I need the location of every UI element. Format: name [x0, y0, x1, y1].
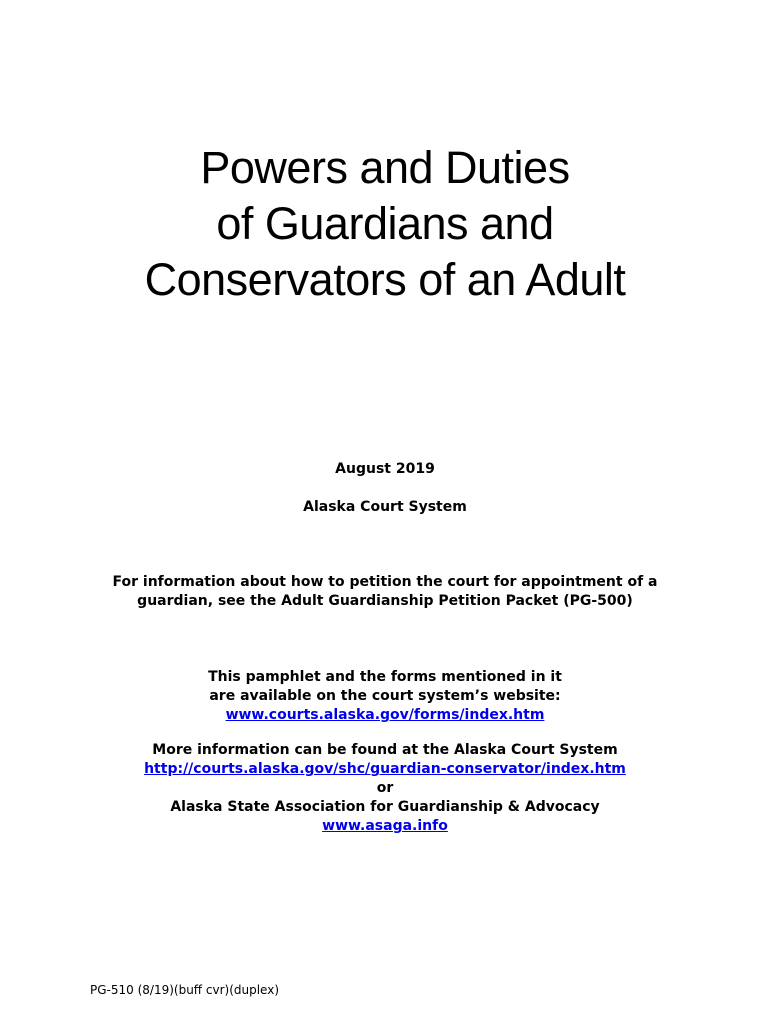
- organization: [0, 498, 770, 517]
- availability-info: [0, 668, 770, 725]
- availability-line-2: are available on the court system’s website:: [209, 688, 561, 704]
- petition-info: [0, 573, 770, 611]
- document-title: [0, 140, 770, 308]
- petition-info-line-1: For information about how to petition the court for appointment of a: [112, 574, 658, 590]
- forms-website-link[interactable]: www.courts.alaska.gov/forms/index.htm: [225, 707, 545, 723]
- title-line-3: Conservators of an Adult: [144, 254, 626, 305]
- availability-line-1: This pamphlet and the forms mentioned in it: [208, 669, 562, 685]
- more-info-line-2: Alaska State Association for Guardianship & Advocacy: [170, 799, 600, 815]
- petition-info-line-2: guardian, see the Adult Guardianship Petition Packet (PG-500): [137, 593, 633, 609]
- form-footer-code: PG-510 (8/19)(buff cvr)(duplex): [90, 983, 280, 997]
- or-text: or: [376, 780, 394, 796]
- asaga-link[interactable]: www.asaga.info: [322, 818, 448, 834]
- publication-date: [0, 460, 770, 479]
- more-info-line-1: More information can be found at the Alaska Court System: [152, 742, 618, 758]
- title-line-2: of Guardians and: [216, 198, 554, 249]
- organization-name: Alaska Court System: [303, 499, 467, 515]
- title-line-1: Powers and Duties: [200, 142, 570, 193]
- more-info: [0, 741, 770, 836]
- guardian-conservator-link[interactable]: http://courts.alaska.gov/shc/guardian-conservator/index.htm: [144, 761, 626, 777]
- date-text: August 2019: [335, 461, 435, 477]
